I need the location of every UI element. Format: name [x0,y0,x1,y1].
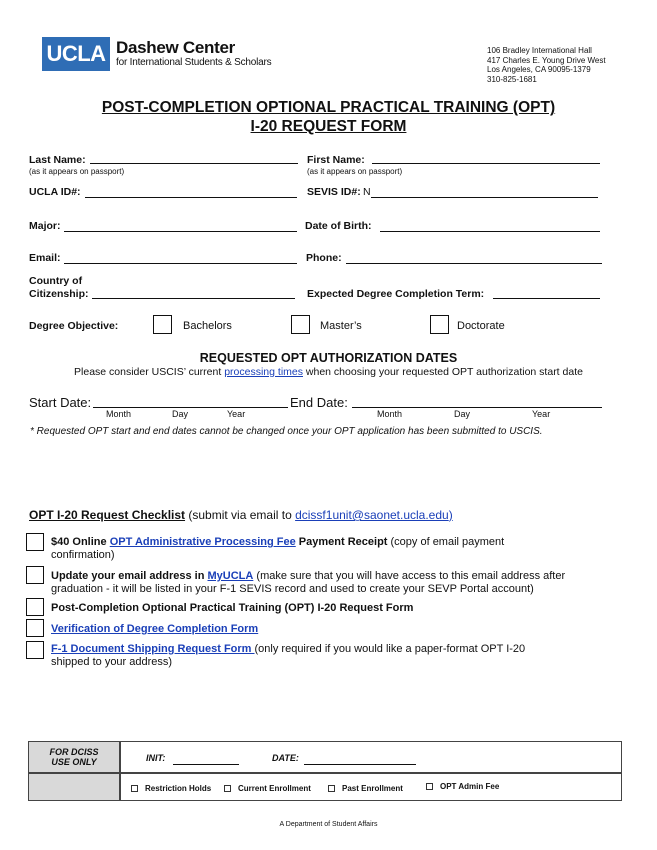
end-date-field[interactable] [352,407,602,408]
address-line: 106 Bradley International Hall [487,46,592,55]
first-name-label: First Name: [307,154,365,166]
init-label: INIT: [146,753,166,763]
dob-label: Date of Birth: [305,220,372,232]
dates-disclaimer: * Requested OPT start and end dates cannot be changed once your OPT application has been submitted to USCIS. [30,426,543,437]
email-text-3: graduation - it will be listed in your F-1 SEVIS record and used to create your SEVP Portal account) [51,583,534,595]
option-label: Current Enrollment [238,784,311,793]
masters-label: Master’s [320,320,362,332]
major-label: Major: [29,220,61,232]
email-text: Update your email address in [51,570,208,582]
shipping-text-2: shipped to your address) [51,656,173,668]
submit-email-link[interactable]: dcissf1unit@saonet.ucla.edu [295,508,449,522]
bachelors-label: Bachelors [183,320,232,332]
first-name-field[interactable] [372,163,600,164]
phone-field[interactable] [346,263,602,264]
checkbox-icon [426,783,433,790]
dciss-label-cell-2 [28,773,120,801]
ucla-id-field[interactable] [85,197,297,198]
shipping-form-link[interactable]: F-1 Document Shipping Request Form [51,643,255,655]
last-name-note: (as it appears on passport) [29,167,125,176]
first-name-note: (as it appears on passport) [307,167,403,176]
expected-term-label: Expected Degree Completion Term: [307,288,485,300]
checklist-item-form [51,602,413,615]
end-year-label: Year [532,409,551,419]
checkbox-icon [224,785,231,792]
opt-fee-link[interactable]: OPT Administrative Processing Fee [109,536,296,548]
checklist-box-email[interactable] [26,566,44,584]
start-year-label: Year [227,409,246,419]
country-label-2: Citizenship: [29,288,89,300]
address-line: Los Angeles, CA 90095-1379 [487,65,591,74]
date-field[interactable] [304,764,416,765]
current-enrollment-option[interactable] [224,784,311,793]
processing-times-link[interactable]: processing times [224,366,303,378]
dciss-label-cell [28,741,120,773]
checklist-item-fee [51,536,611,562]
past-enrollment-option[interactable] [328,784,403,793]
ucla-logo: UCLA [42,37,110,71]
expected-term-field[interactable] [493,298,600,299]
checklist-box-form[interactable] [26,598,44,616]
note-text-2: when choosing your requested OPT authorization start date [302,366,583,378]
init-date-cell [120,741,622,773]
doctorate-label: Doctorate [457,320,505,332]
form-text: Post-Completion Optional Practical Training (OPT) I-20 Request Form [51,602,414,614]
sevis-prefix: N [363,186,371,198]
start-day-label: Day [172,409,189,419]
checkbox-icon [131,785,138,792]
org-name: Dashew Center [116,38,235,57]
email-field[interactable] [64,263,297,264]
checklist-item-shipping [51,643,611,669]
phone-label: Phone: [306,252,342,264]
checklist-box-fee[interactable] [26,533,44,551]
end-month-label: Month [377,409,403,419]
option-label: Past Enrollment [342,784,403,793]
sevis-id-field[interactable] [371,197,598,198]
email-label: Email: [29,252,61,264]
dciss-label-1: FOR DCISS [49,747,99,757]
checklist-item-email [51,570,626,596]
checklist-submit-text: (submit via email to [185,508,296,522]
date-label: DATE: [272,753,299,763]
end-day-label: Day [454,409,471,419]
form-title: POST-COMPLETION OPTIONAL PRACTICAL TRAINING (OPT) [101,99,556,116]
major-field[interactable] [64,231,297,232]
fee-text-3: (copy of email payment [387,536,505,548]
init-field[interactable] [173,764,239,765]
email-text-2: (make sure that you will have access to this email address after [253,570,566,582]
checklist-box-shipping[interactable] [26,641,44,659]
bachelors-checkbox[interactable] [153,315,172,334]
dob-field[interactable] [380,231,600,232]
fee-text-2: Payment Receipt [295,536,388,548]
checkbox-icon [328,785,335,792]
masters-checkbox[interactable] [291,315,310,334]
fee-text-4: confirmation) [51,549,115,561]
close-paren: ) [448,508,453,522]
checklist-title [29,508,453,522]
checklist-heading: OPT I-20 Request Checklist [29,508,186,522]
option-label: OPT Admin Fee [440,782,500,791]
last-name-field[interactable] [90,163,298,164]
fee-text: $40 Online [51,536,110,548]
ucla-id-label: UCLA ID#: [29,186,81,198]
checklist-item-verification [51,623,258,636]
address-line: 417 Charles E. Young Drive West [487,55,606,65]
last-name-label: Last Name: [29,154,86,166]
country-field[interactable] [92,298,295,299]
degree-objective-label: Degree Objective: [29,320,119,332]
address-line: 310-825-1681 [487,74,537,84]
option-label: Restriction Holds [145,784,212,793]
note-text: Please consider USCIS’ current [74,366,225,378]
sevis-id-label: SEVIS ID#: [307,186,361,198]
form-subtitle: I-20 REQUEST FORM [250,118,407,135]
checks-cell [120,773,622,801]
org-subtitle: for International Students & Scholars [116,57,272,68]
checklist-box-verification[interactable] [26,619,44,637]
doctorate-checkbox[interactable] [430,315,449,334]
verification-form-link[interactable]: Verification of Degree Completion Form [51,623,259,635]
footer-text: A Department of Student Affairs [279,821,378,828]
start-month-label: Month [106,409,132,419]
address-block [487,46,606,84]
start-date-label: Start Date: [29,395,92,410]
opt-dates-note [0,366,657,378]
country-label-1: Country of [29,275,83,287]
dciss-label-2: USE ONLY [51,757,97,767]
shipping-text: (only required if you would like a paper-format OPT I-20 [254,643,526,655]
myucla-link[interactable]: MyUCLA [207,570,254,582]
end-date-label: End Date: [290,395,348,410]
restriction-holds-option[interactable] [131,784,211,793]
opt-admin-fee-option[interactable] [426,782,499,791]
start-date-field[interactable] [93,407,288,408]
opt-dates-heading: REQUESTED OPT AUTHORIZATION DATES [199,351,458,365]
